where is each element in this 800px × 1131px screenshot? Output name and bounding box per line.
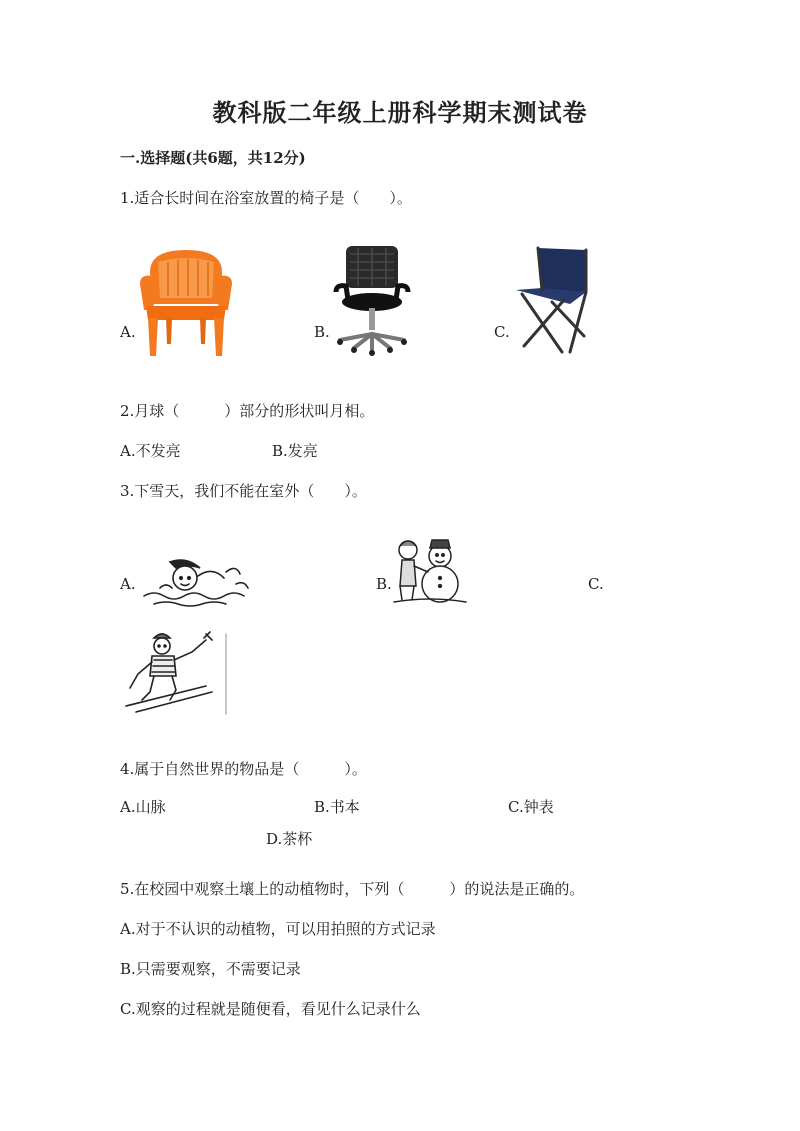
section-heading: 一.选择题(共6题，共12分) [120, 149, 306, 167]
q1-option-b-label[interactable]: B. [314, 323, 330, 341]
q4-option-d[interactable]: D.茶杯 [266, 830, 313, 848]
question-2-stem: 2.月球（ ）部分的形状叫月相。 [120, 402, 375, 420]
office-chair-image [332, 244, 412, 356]
q5-option-b[interactable]: B.只需要观察，不需要记录 [120, 960, 301, 978]
question-4-stem: 4.属于自然世界的物品是（ ）。 [120, 760, 367, 778]
swimming-child-image [140, 558, 252, 610]
q1-option-a-label[interactable]: A. [120, 323, 136, 341]
q4-option-c[interactable]: C.钟表 [508, 798, 554, 816]
question-3-stem: 3.下雪天，我们不能在室外（ ）。 [120, 482, 367, 500]
page-title: 教科版二年级上册科学期末测试卷 [212, 98, 588, 127]
question-1-stem: 1.适合长时间在浴室放置的椅子是（ ）。 [120, 189, 412, 207]
plastic-chair-image [138, 244, 234, 358]
q3-option-a-label[interactable]: A. [120, 575, 136, 593]
q4-option-b[interactable]: B.书本 [314, 798, 360, 816]
q3-option-c-label[interactable]: C. [588, 575, 604, 593]
q2-option-b[interactable]: B.发亮 [272, 442, 318, 460]
q5-option-a[interactable]: A.对于不认识的动植物，可以用拍照的方式记录 [120, 920, 436, 938]
q4-option-a[interactable]: A.山脉 [120, 798, 166, 816]
q5-option-c[interactable]: C.观察的过程就是随便看，看见什么记录什么 [120, 1000, 421, 1018]
folding-chair-image [512, 244, 594, 356]
question-5-stem: 5.在校园中观察土壤上的动植物时，下列（ ）的说法是正确的。 [120, 880, 585, 898]
skiing-child-image [120, 630, 232, 716]
q3-option-b-label[interactable]: B. [376, 575, 392, 593]
snowman-child-image [392, 536, 468, 606]
q1-option-c-label[interactable]: C. [494, 323, 510, 341]
q2-option-a[interactable]: A.不发亮 [120, 442, 181, 460]
